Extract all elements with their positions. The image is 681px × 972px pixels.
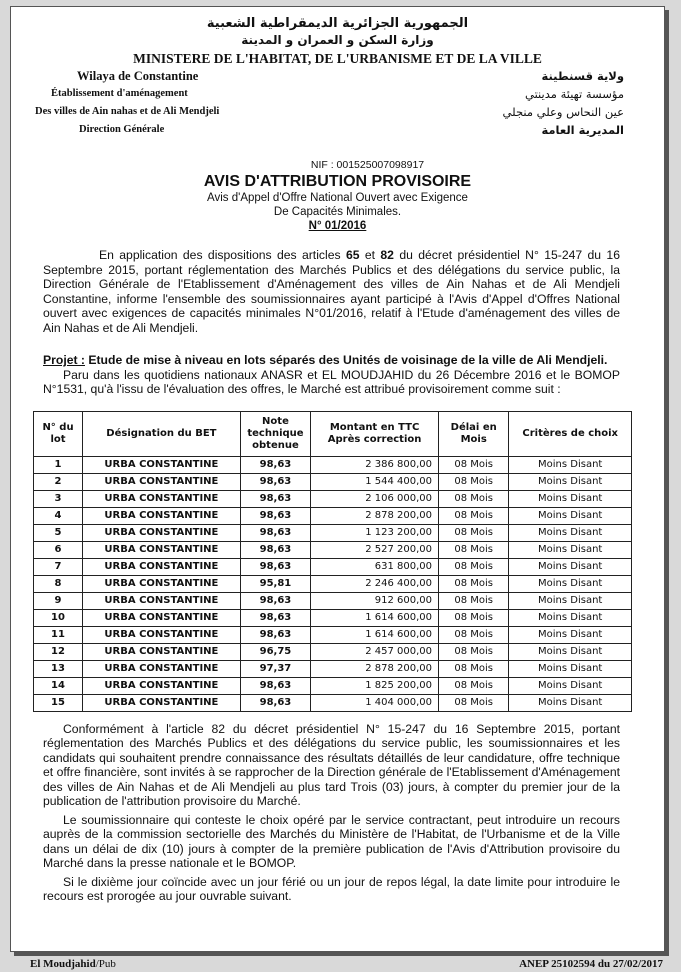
ministry-title: MINISTERE DE L'HABITAT, DE L'URBANISME ET DE LA VILLE — [133, 51, 542, 66]
table-row — [34, 507, 632, 524]
cell-critere: Moins Disant — [509, 558, 632, 575]
cell-critere: Moins Disant — [509, 609, 632, 626]
cell-bet: URBA CONSTANTINE — [83, 677, 241, 694]
cell-bet: URBA CONSTANTINE — [83, 541, 241, 558]
arabic-etablissement: مؤسسة تهيئة مدينتي — [524, 87, 624, 101]
cell-critere: Moins Disant — [509, 507, 632, 524]
cell-critere: Moins Disant — [509, 643, 632, 660]
cell-lot: 9 — [34, 592, 83, 609]
cell-note: 98,63 — [240, 541, 310, 558]
subtitle-line-2: De Capacités Minimales. — [273, 206, 402, 218]
cell-bet: URBA CONSTANTINE — [83, 507, 241, 524]
intro-text-3: du décret présidentiel N° 15-247 du 16 Septembre 2015, portant réglementation des Marchés Publics et des délégations du service public, la Direction Générale de l'Etablissement d'Aménagement des villes de Ain Nahas et de Ali Mendjeli Constantine, informe l'ensemble des soumissionnaires ayant participé à l'Avis d'Appel d'Offres National ouvert avec exigences de capacités minimales N°01/2016, relatif à l'Etude d'aménagement des villes de Ain Nahas et de Ali Mendjeli. — [43, 248, 620, 335]
cell-bet: URBA CONSTANTINE — [83, 456, 241, 473]
cell-bet: URBA CONSTANTINE — [83, 558, 241, 575]
table-row — [34, 524, 632, 541]
article-82: 82 — [380, 248, 394, 262]
table-row — [34, 592, 632, 609]
arabic-republic: الجمهورية الجزائرية الديمقراطية الشعبية — [206, 16, 469, 31]
cell-delai: 08 Mois — [439, 575, 509, 592]
cell-note: 98,63 — [240, 626, 310, 643]
cell-delai: 08 Mois — [439, 558, 509, 575]
arabic-direction: المديرية العامة — [541, 123, 624, 137]
cell-lot: 15 — [34, 694, 83, 711]
cell-montant: 912 600,00 — [311, 592, 439, 609]
cell-note: 98,63 — [240, 592, 310, 609]
cell-montant: 2 246 400,00 — [311, 575, 439, 592]
cell-bet: URBA CONSTANTINE — [83, 643, 241, 660]
cell-critere: Moins Disant — [509, 541, 632, 558]
cell-note: 98,63 — [240, 507, 310, 524]
conformement-paragraph: Conformément à l'article 82 du décret présidentiel N° 15-247 du 16 Septembre 2015, portant réglementation des Marchés Publics et des délégations du service public, les soumissionnaires et les candidats qui souhaitent prendre connaissance des résultats détaillés de leur candidature, offre technique et offre financière, sont invités à se rapprocher de la Direction générale de l'Etablissement d'Aménagement des villes de Ain Nahas et de Ali Mendjeli au plus tard Trois (03) jours, à compter du premier jour de la publication de l'attribution provisoire du Marché. — [43, 721, 620, 808]
table-row — [34, 643, 632, 660]
header-designation: Désignation du BET — [83, 411, 241, 456]
arabic-wilaya: ولاية قسنطينة — [541, 69, 624, 83]
cell-critere: Moins Disant — [509, 592, 632, 609]
projet-paragraph — [43, 353, 620, 368]
cell-note: 98,63 — [240, 558, 310, 575]
cell-montant: 2 106 000,00 — [311, 490, 439, 507]
french-header — [35, 67, 311, 139]
cell-delai: 08 Mois — [439, 643, 509, 660]
footer-pub: /Pub — [95, 958, 116, 970]
cell-bet: URBA CONSTANTINE — [83, 694, 241, 711]
cell-delai: 08 Mois — [439, 456, 509, 473]
cell-delai: 08 Mois — [439, 473, 509, 490]
projet-label: Projet : — [43, 353, 85, 367]
footer-newspaper: El Moudjahid — [30, 958, 96, 970]
cell-montant: 1 825 200,00 — [311, 677, 439, 694]
header-lot: N° du lot — [34, 411, 83, 456]
cell-note: 96,75 — [240, 643, 310, 660]
cell-montant: 1 614 600,00 — [311, 609, 439, 626]
intro-paragraph — [43, 248, 620, 335]
table-row — [34, 575, 632, 592]
table-row — [34, 660, 632, 677]
header-note: Note technique obtenue — [240, 411, 310, 456]
table-row — [34, 541, 632, 558]
intro-text-1: En application des dispositions des articles — [99, 248, 346, 262]
cell-lot: 12 — [34, 643, 83, 660]
page-title: AVIS D'ATTRIBUTION PROVISOIRE — [203, 173, 472, 190]
cell-delai: 08 Mois — [439, 541, 509, 558]
cell-note: 98,63 — [240, 609, 310, 626]
arabic-header — [11, 15, 664, 49]
wilaya-label: Wilaya de Constantine — [77, 69, 199, 83]
projet-text: Etude de mise à niveau en lots séparés des Unités de voisinage de la ville de Ali Mendjeli. — [84, 353, 608, 367]
cell-bet: URBA CONSTANTINE — [83, 490, 241, 507]
header-delai: Délai en Mois — [439, 411, 509, 456]
table-row — [34, 677, 632, 694]
table-row — [34, 694, 632, 711]
recours-paragraph: Le soumissionnaire qui conteste le choix opéré par le service contractant, peut introduire un recours auprès de la commission sectorielle des Marchés du Ministère de l'Habitat, de l'Urbanisme et de la Ville dans un délai de dix (10) jours à compter de la première publication de l'Avis d'Attribution provisoire du Marché dans la presse nationale et le BOMOP. — [43, 812, 620, 870]
table-row — [34, 558, 632, 575]
header-montant: Montant en TTC Après correction — [311, 411, 439, 456]
footer-anep-reference: ANEP 25102594 du 27/02/2017 — [519, 958, 663, 970]
cell-montant: 2 878 200,00 — [311, 660, 439, 677]
cell-lot: 5 — [34, 524, 83, 541]
cell-montant: 1 404 000,00 — [311, 694, 439, 711]
cell-lot: 6 — [34, 541, 83, 558]
cell-delai: 08 Mois — [439, 677, 509, 694]
page-footer — [10, 958, 663, 972]
header-criteres: Critères de choix — [509, 411, 632, 456]
paru-paragraph: Paru dans les quotidiens nationaux ANASR et EL MOUDJAHID du 26 Décembre 2016 et le BOMOP N°1531, qu'à l'issu de l'évaluation des offres, le Marché est attribué provisoirement comme suit : — [43, 367, 620, 396]
cell-lot: 4 — [34, 507, 83, 524]
cell-note: 95,81 — [240, 575, 310, 592]
cell-note: 98,63 — [240, 456, 310, 473]
cell-lot: 8 — [34, 575, 83, 592]
cell-critere: Moins Disant — [509, 575, 632, 592]
cell-bet: URBA CONSTANTINE — [83, 626, 241, 643]
avis-number: N° 01/2016 — [308, 220, 367, 232]
table-row — [34, 456, 632, 473]
cell-delai: 08 Mois — [439, 592, 509, 609]
cell-bet: URBA CONSTANTINE — [83, 575, 241, 592]
header-columns — [11, 67, 664, 159]
cell-delai: 08 Mois — [439, 609, 509, 626]
cell-lot: 3 — [34, 490, 83, 507]
cell-delai: 08 Mois — [439, 660, 509, 677]
cell-lot: 7 — [34, 558, 83, 575]
cell-delai: 08 Mois — [439, 524, 509, 541]
cell-bet: URBA CONSTANTINE — [83, 609, 241, 626]
cell-montant: 631 800,00 — [311, 558, 439, 575]
cell-delai: 08 Mois — [439, 490, 509, 507]
cell-critere: Moins Disant — [509, 660, 632, 677]
cell-bet: URBA CONSTANTINE — [83, 473, 241, 490]
cell-critere: Moins Disant — [509, 456, 632, 473]
cell-delai: 08 Mois — [439, 626, 509, 643]
cell-delai: 08 Mois — [439, 694, 509, 711]
cell-bet: URBA CONSTANTINE — [83, 592, 241, 609]
article-65: 65 — [345, 248, 360, 262]
cell-note: 98,63 — [240, 490, 310, 507]
villes-label: Des villes de Ain nahas et de Ali Mendjeli — [35, 106, 220, 117]
document-page — [10, 6, 665, 952]
cell-lot: 11 — [34, 626, 83, 643]
cell-bet: URBA CONSTANTINE — [83, 660, 241, 677]
cell-critere: Moins Disant — [509, 524, 632, 541]
table-row — [34, 473, 632, 490]
table-row — [34, 626, 632, 643]
table-header-row — [34, 411, 632, 456]
footer-publication — [30, 958, 116, 970]
cell-montant: 1 544 400,00 — [311, 473, 439, 490]
arabic-side-header — [424, 67, 624, 139]
cell-montant: 2 878 200,00 — [311, 507, 439, 524]
cell-note: 98,63 — [240, 524, 310, 541]
nif-number: NIF : 001525007098917 — [310, 159, 425, 171]
cell-montant: 2 457 000,00 — [311, 643, 439, 660]
cell-montant: 1 123 200,00 — [311, 524, 439, 541]
cell-critere: Moins Disant — [509, 626, 632, 643]
cell-lot: 13 — [34, 660, 83, 677]
cell-lot: 10 — [34, 609, 83, 626]
cell-note: 98,63 — [240, 694, 310, 711]
cell-note: 97,37 — [240, 660, 310, 677]
cell-critere: Moins Disant — [509, 490, 632, 507]
etablissement-label: Établissement d'aménagement — [51, 88, 188, 99]
cell-delai: 08 Mois — [439, 507, 509, 524]
cell-lot: 2 — [34, 473, 83, 490]
attribution-table — [33, 411, 632, 712]
cell-lot: 14 — [34, 677, 83, 694]
table-row — [34, 609, 632, 626]
table-row — [34, 490, 632, 507]
cell-montant: 1 614 600,00 — [311, 626, 439, 643]
cell-montant: 2 527 200,00 — [311, 541, 439, 558]
cell-note: 98,63 — [240, 473, 310, 490]
cell-critere: Moins Disant — [509, 677, 632, 694]
cell-critere: Moins Disant — [509, 473, 632, 490]
cell-montant: 2 386 800,00 — [311, 456, 439, 473]
arabic-ministry: وزارة السكن و العمران و المدينة — [241, 33, 434, 47]
subtitle-line-1: Avis d'Appel d'Offre National Ouvert avec Exigence — [207, 192, 468, 204]
arabic-villes: عين النحاس وعلي منجلي — [502, 105, 624, 119]
cell-lot: 1 — [34, 456, 83, 473]
cell-critere: Moins Disant — [509, 694, 632, 711]
intro-text-2: et — [359, 248, 381, 262]
cell-bet: URBA CONSTANTINE — [83, 524, 241, 541]
direction-label: Direction Générale — [79, 124, 165, 135]
dixieme-paragraph: Si le dixième jour coïncide avec un jour férié ou un jour de repos légal, la date limite pour introduire le recours est prorogée au jour ouvrable suivant. — [43, 874, 620, 903]
cell-note: 98,63 — [240, 677, 310, 694]
